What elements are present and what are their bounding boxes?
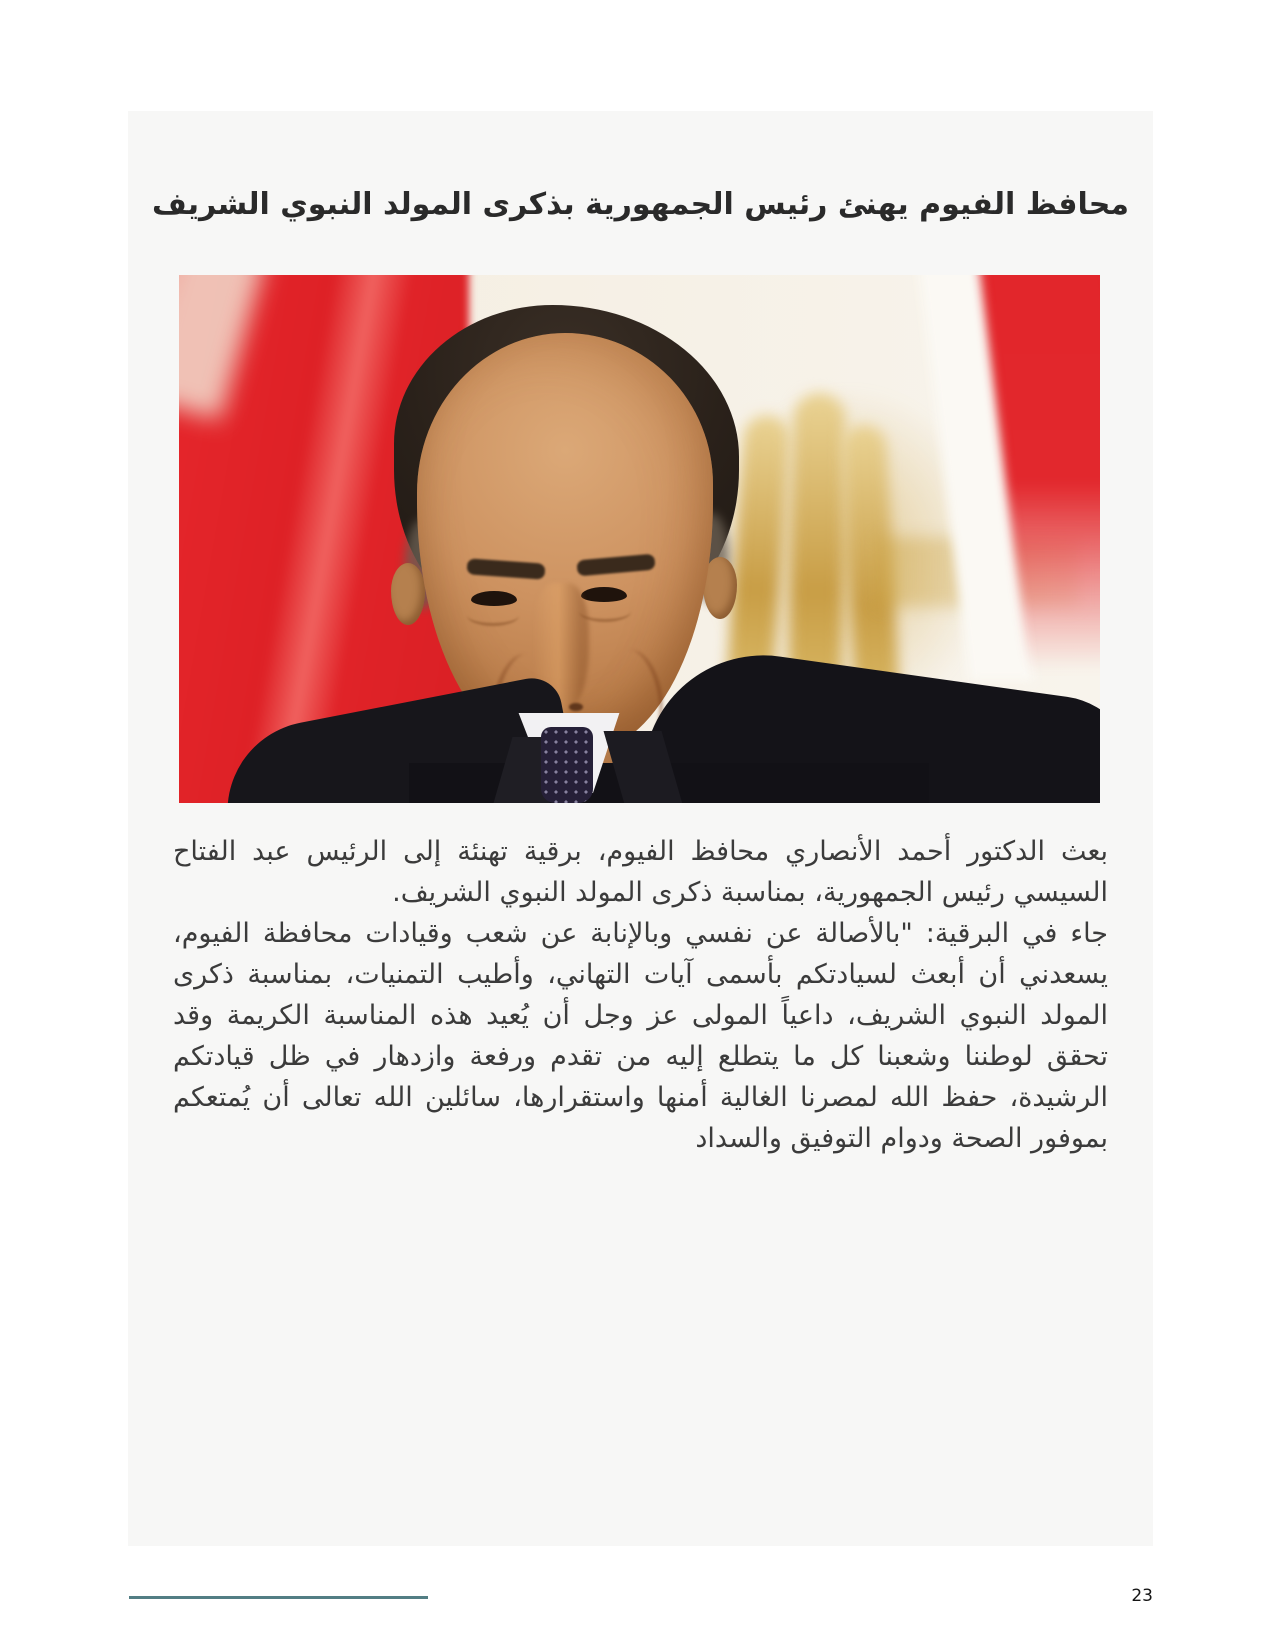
article-card (128, 111, 1153, 1546)
president-photo (179, 275, 1100, 803)
eyebrow-right (576, 554, 655, 577)
page-number: 23 (1131, 1586, 1153, 1606)
article-paragraph: جاء في البرقية: "بالأصالة عن نفسي وبالإنابة عن شعب وقيادات محافظة الفيوم، يسعدني أن أبعث لسيادتكم بأسمى آيات التهاني، وأطيب التمنيات، بمناسبة ذكرى المولد النبوي الشريف، داعياً المولى عز وجل أن يُعيد هذه المناسبة الكريمة وقد تحقق لوطننا وشعبنا كل ما يتطلع إليه من تقدم ورفعة وازدهار في ظل قيادتكم الرشيدة، حفظ الله لمصرنا الغالية أمنها واستقرارها، سائلين الله تعالى أن يُمتعكم بموفور الصحة ودوام التوفيق والسداد (173, 918, 1108, 1154)
nostril-right (569, 703, 583, 711)
article-title: محافظ الفيوم يهنئ رئيس الجمهورية بذكرى المولد النبوي الشريف (152, 187, 1129, 222)
tie (541, 727, 593, 803)
eye-right (581, 587, 627, 602)
article-paragraph: بعث الدكتور أحمد الأنصاري محافظ الفيوم، برقية تهنئة إلى الرئيس عبد الفتاح السيسي رئيس الجمهورية، بمناسبة ذكرى المولد النبوي الشريف. (173, 836, 1108, 908)
eye-left (471, 591, 517, 606)
eyebrow-left (467, 558, 546, 579)
eye-crease-left (467, 605, 519, 626)
president-face (417, 333, 713, 753)
footer-rule (129, 1596, 428, 1599)
article-body (173, 831, 1108, 1159)
